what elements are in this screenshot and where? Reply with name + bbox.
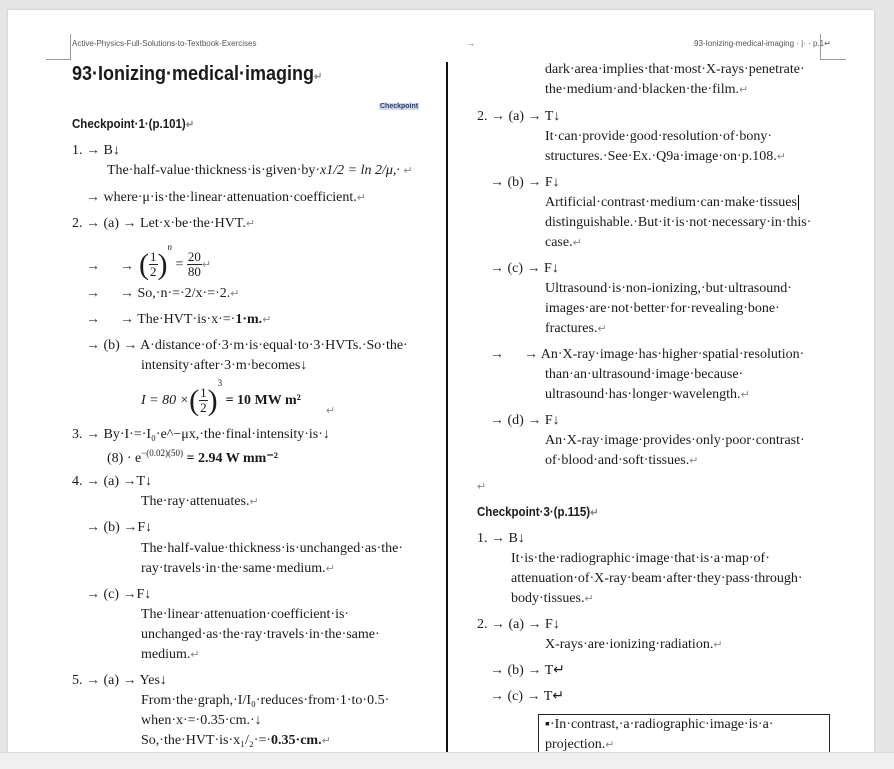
q4c-row: → (c) →F↓ bbox=[86, 587, 152, 602]
q3-row: 3. → By·I·=·I₀·e^−μx,·the·final·intensity·is·↓ bbox=[72, 427, 330, 442]
column-divider bbox=[446, 62, 448, 752]
q2b-text2: intensity·after·3·m·becomes↓ bbox=[141, 358, 308, 373]
c1-text3: body·tissues.↵ bbox=[511, 591, 594, 606]
q2b-equation: I = 80 ×( $\frac{1}{2}$ )$^3$ = 10 MW m² bbox=[141, 378, 301, 417]
r-q2a-text1: It·can·provide·good·resolution·of·bony· bbox=[545, 129, 773, 144]
q4a-text: The·ray·attenuates.↵ bbox=[141, 494, 259, 509]
q1-cont: → where·μ·is·the·linear·attenuation·coefficient.↵ bbox=[86, 190, 367, 205]
q3-equation: $(8) \cdot e^{-(0.02)(50)} = 2.94$ W mm⁻² bbox=[107, 448, 278, 466]
box-text1: ▪·In·contrast,·a·radiographic·image·is·a· bbox=[545, 717, 774, 732]
crop-mark bbox=[820, 59, 846, 61]
empty-paragraph: ↵ bbox=[477, 481, 487, 493]
r-q2c-row: → (c) → F↓ bbox=[490, 261, 559, 276]
document-page[interactable] bbox=[8, 10, 874, 752]
q4c-text3: medium.↵ bbox=[141, 647, 200, 662]
q2-so: → → So,·n·=·2/x·=·2.↵ bbox=[86, 286, 240, 301]
r-q2d-text2: of·blood·and·soft·tissues.↵ bbox=[545, 453, 699, 468]
r-q2c-text2: images·are·not·better·for·revealing·bone· bbox=[545, 301, 780, 316]
q5-text2: when·x·=·0.35·cm.·↓ bbox=[141, 713, 262, 728]
c1-row: 1. → B↓ bbox=[477, 531, 525, 546]
checkpoint-3-heading: Checkpoint·3·(p.115)↵ bbox=[477, 505, 599, 519]
q4b-row: → (b) →F↓ bbox=[86, 520, 153, 535]
r-q2c-text5: than·an·ultrasound·image·because· bbox=[545, 367, 744, 382]
c2a-text: X-rays·are·ionizing·radiation.↵ bbox=[545, 637, 723, 652]
q4b-text1: The·half-value·thickness·is·unchanged·as·the· bbox=[141, 541, 403, 556]
r-q2b-row: → (b) → F↓ bbox=[490, 175, 560, 190]
q2-eq-arrows: → → bbox=[86, 259, 134, 274]
checkpoint-1-heading: Checkpoint·1·(p.101)↵ bbox=[72, 117, 195, 131]
q5a-row: 5. → (a) → Yes↓ bbox=[72, 673, 167, 688]
q4b-text2: ray·travels·in·the·same·medium.↵ bbox=[141, 561, 335, 576]
crop-mark bbox=[60, 34, 71, 60]
header-right: 93-Ionizing-medical-imaging · |· · p.1↵ bbox=[694, 39, 831, 48]
c2b-row: → (b) → T↵ bbox=[490, 663, 565, 678]
q4c-text1: The·linear·attenuation·coefficient·is· bbox=[141, 607, 350, 622]
r-top2: the·medium·and·blacken·the·film.↵ bbox=[545, 82, 749, 97]
r-q2b-text3: case.↵ bbox=[545, 235, 582, 250]
q5-text3: So,·the·HVT·is·x₁/₂·=·0.35·cm.↵ bbox=[141, 733, 331, 748]
r-q2c-text4: → → An·X-ray·image·has·higher·spatial·resolution· bbox=[490, 347, 805, 362]
r-top1: dark·area·implies·that·most·X-rays·penetrate· bbox=[545, 62, 805, 77]
q2-equation: ( $\frac{1}{2}$ )$^n$ = $\frac{20}{80}$ ↵ bbox=[139, 242, 212, 281]
c1-text1: It·is·the·radiographic·image·that·is·a·map·of· bbox=[511, 551, 770, 566]
r-q2a-text2: structures.·See·Ex.·Q9a·image·on·p.108.↵ bbox=[545, 149, 786, 164]
q2-hvt: → → The·HVT·is·x·=·1·m.↵ bbox=[86, 312, 272, 327]
q1-text: The·half-value·thickness·is·given·by·x1/2 = ln 2/μ,· ↵ bbox=[107, 163, 413, 178]
r-q2a-row: 2. → (a) → T↓ bbox=[477, 109, 561, 124]
c2a-row: 2. → (a) → F↓ bbox=[477, 617, 560, 632]
r-q2d-text1: An·X-ray·image·provides·only·poor·contrast· bbox=[545, 433, 805, 448]
status-bar bbox=[0, 752, 894, 769]
header-left: Active-Physics-Full-Solutions-to-Textbook-Exercises bbox=[72, 39, 257, 48]
r-q2d-row: → (d) → F↓ bbox=[490, 413, 560, 428]
q2b-row: → (b) → A·distance·of·3·m·is·equal·to·3·HVTs.·So·the· bbox=[86, 338, 408, 353]
q4a-row: 4. → (a) →T↓ bbox=[72, 474, 153, 489]
crop-mark bbox=[46, 59, 70, 61]
c1-text2: attenuation·of·X-ray·beam·after·they·pass·through· bbox=[511, 571, 803, 586]
q1-row: 1. → B↓ bbox=[72, 143, 120, 158]
page-title: 93·Ionizing·medical·imaging↵ bbox=[72, 63, 323, 85]
r-q2c-text6: ultrasound·has·longer·wavelength.↵ bbox=[545, 387, 750, 402]
box-text2: projection.↵ bbox=[545, 737, 615, 752]
checkpoint-badge[interactable]: Checkpoint bbox=[380, 103, 419, 110]
r-q2b-text2: distinguishable.·But·it·is·not·necessary·in·this· bbox=[545, 215, 812, 230]
header-tab-mark: → bbox=[467, 39, 475, 48]
c2c-row: → (c) → T↵ bbox=[490, 689, 565, 704]
q2a-row: 2. → (a) → Let·x·be·the·HVT.↵ bbox=[72, 216, 256, 231]
r-q2c-text1: Ultrasound·is·non-ionizing,·but·ultrasound· bbox=[545, 281, 792, 296]
q2b-eq-mark: ↵ bbox=[326, 405, 336, 417]
r-q2c-text3: fractures.↵ bbox=[545, 321, 607, 336]
q4c-text2: unchanged·as·the·ray·travels·in·the·same· bbox=[141, 627, 380, 642]
r-q2b-text1: Artificial·contrast·medium·can·make·tissues bbox=[545, 195, 797, 210]
q5-text1: From·the·graph,·I/I₀·reduces·from·1·to·0.5· bbox=[141, 693, 390, 708]
